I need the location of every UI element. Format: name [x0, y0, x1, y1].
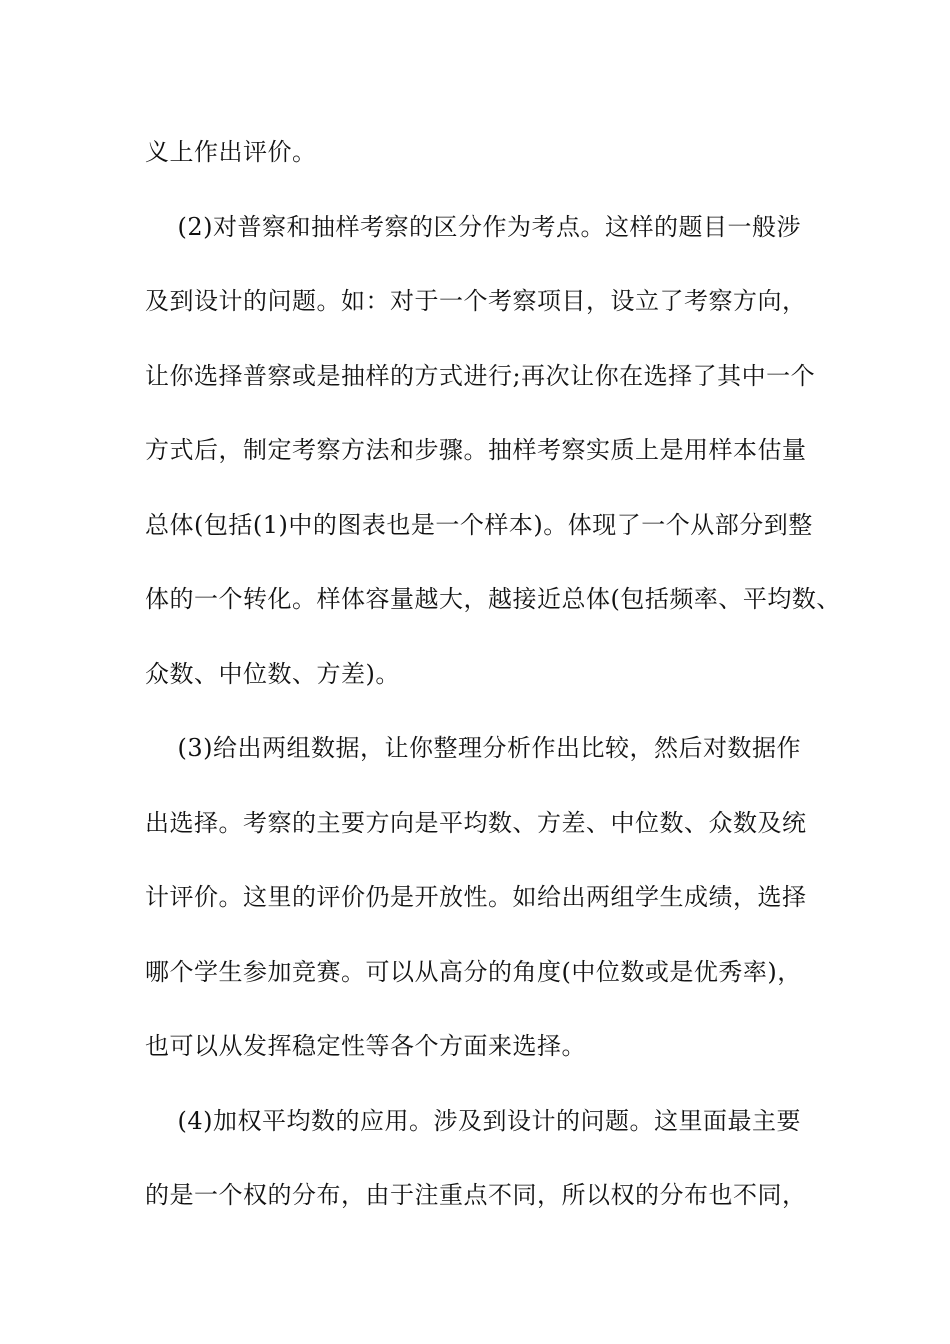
- text-line: 总体(包括(1)中的图表也是一个样本)。体现了一个从部分到整: [145, 511, 813, 539]
- text-line: 众数、中位数、方差)。: [145, 660, 400, 688]
- text-line: 让你选择普察或是抽样的方式进行;再次让你在选择了其中一个: [145, 362, 816, 390]
- text-line: 出选择。考察的主要方向是平均数、方差、中位数、众数及统: [145, 809, 807, 837]
- text-line: 义上作出评价。: [145, 138, 317, 166]
- paragraph-3-start: (3)给出两组数据，让你整理分析作出比较，然后对数据作: [145, 734, 802, 762]
- text-line: 体的一个转化。样体容量越大，越接近总体(包括频率、平均数、: [145, 585, 841, 613]
- paragraph-2-start: (2)对普察和抽样考察的区分作为考点。这样的题目一般涉: [145, 213, 802, 241]
- text-line: 及到设计的问题。如：对于一个考察项目，设立了考察方向，: [145, 287, 807, 315]
- text-line: 方式后，制定考察方法和步骤。抽样考察实质上是用样本估量: [145, 436, 807, 464]
- paragraph-4-start: (4)加权平均数的应用。涉及到设计的问题。这里面最主要: [145, 1107, 802, 1135]
- text-line: 的是一个权的分布，由于注重点不同，所以权的分布也不同，: [145, 1181, 807, 1209]
- text-line: 计评价。这里的评价仍是开放性。如给出两组学生成绩，选择: [145, 883, 807, 911]
- text-line: 哪个学生参加竞赛。可以从高分的角度(中位数或是优秀率)，: [145, 958, 802, 986]
- text-line: 也可以从发挥稳定性等各个方面来选择。: [145, 1032, 586, 1060]
